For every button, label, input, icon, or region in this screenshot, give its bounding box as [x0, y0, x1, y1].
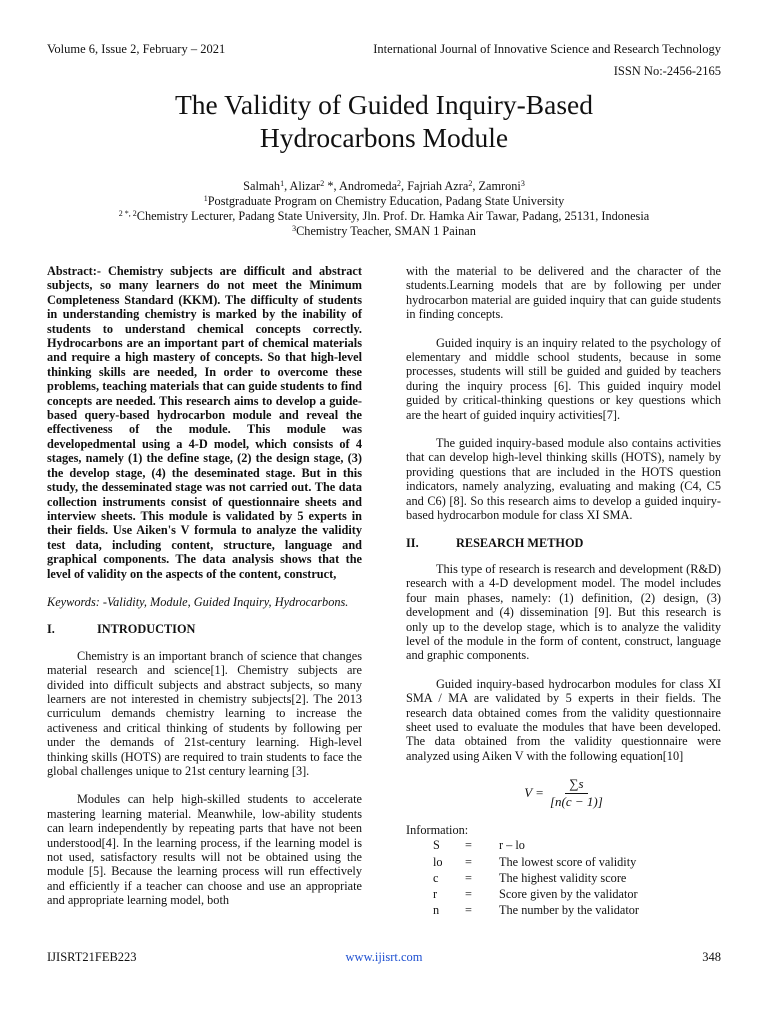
section-number: II. — [406, 535, 419, 550]
paper-title: The Validity of Guided Inquiry-Based Hydrocarbons Module — [174, 89, 594, 153]
info-description: r – lo — [499, 838, 525, 853]
info-row — [406, 886, 639, 902]
section-heading-introduction — [47, 622, 362, 636]
left-column — [47, 264, 362, 908]
author-sep: , — [284, 179, 290, 193]
paragraph: Chemistry is an important branch of science that changes material research and science[1]. Chemistry subjects are divided into difficult subjects and abstract subjects, so many learners are not interested in chemistry subjects[2]. The 2013 curriculum demands chemistry learning to increase the activeness and critical thinking of students by following per under the demands of 21st-century learning. High-level thinking skills (HOTS) are required to train students to face the global challenges unique to 21st century learning [3]. — [47, 648, 362, 778]
info-symbol: n — [433, 903, 440, 918]
info-description: The highest validity score — [499, 870, 627, 885]
equation-lhs: V = — [524, 784, 544, 800]
author-name: Andromeda — [338, 179, 398, 193]
info-description: The lowest score of validity — [499, 854, 637, 869]
footer-website-link[interactable]: www.ijisrt.com — [345, 950, 423, 964]
issn: ISSN No:-2456-2165 — [613, 64, 721, 78]
footer-paper-code: IJISRT21FEB223 — [47, 950, 137, 964]
info-description: The number by the validator — [499, 903, 640, 918]
keywords — [47, 595, 362, 609]
information-title: Information: — [406, 823, 469, 837]
section-heading-research-method — [406, 536, 721, 550]
affiliation — [40, 194, 728, 209]
info-equals: = — [465, 903, 472, 918]
equation-denominator: [n(c − 1)] — [549, 793, 603, 809]
paragraph: Modules can help high-skilled students to accelerate mastering learning material. Meanwhile, low-ability students can learn independently by repeating parts that have not been understood[4]. In the learning process, if the learning model is not used, satisfactory results will not be obtained using the module [5]. Because the learning process will run effectively and efficiently if a teacher can choose and use an appropriate and appropriate learning model, both — [47, 792, 362, 908]
info-description: Score given by the validator — [499, 887, 638, 902]
volume-info: Volume 6, Issue 2, February – 2021 — [47, 42, 226, 56]
information-table — [406, 837, 639, 918]
author-name: Salmah — [243, 179, 281, 193]
equation-numerator: ∑s — [565, 777, 587, 793]
author-sup: 1 — [280, 179, 285, 188]
info-row — [406, 837, 639, 853]
author-block — [40, 179, 728, 239]
paragraph: with the material to be delivered and the character of the students.Learning models that are by following per under hydrocarbon material are guided inquiry that can guide students in finding concepts. — [406, 264, 721, 322]
section-title: RESEARCH METHOD — [456, 535, 584, 550]
aiken-v-equation — [406, 777, 721, 809]
info-row — [406, 870, 639, 886]
paragraph: The guided inquiry-based module also contains activities that can develop high-level thinking skills (HOTS), namely by providing questions that are included in the HOTS question indicators, namely analyzing, evaluating and making (C4, C5 and C6) [8]. So this research aims to develop a guided inquiry-based hydrocarbon module for class XI SMA. — [406, 436, 721, 523]
author-sup: 2 — [320, 179, 325, 188]
section-number: I. — [47, 622, 55, 637]
info-row — [406, 902, 639, 918]
affiliation-text: Chemistry Lecturer, Padang State University, Jln. Prof. Dr. Hamka Air Tawar, Padang, 25131, Indonesia — [136, 209, 650, 223]
equation-fraction — [550, 777, 603, 809]
author-sup: 3 — [520, 179, 525, 188]
info-equals: = — [465, 854, 472, 869]
info-equals: = — [465, 887, 472, 902]
abstract: Abstract:- Chemistry subjects are difficult and abstract subjects, so many learners do not meet the Minimum Completeness Standard (KKM). The difficulty of students in understanding chemistry is marked by the inability of students to understand chemical concepts correctly. Hydrocarbons are an important part of chemical materials and require a high mastery of concepts. So that high-level thinking skills are needed, In order to overcome these problems, teaching materials that can guide students to find concepts are needed. This research aims to develop a guide-based query-based hydrocarbon module and reveal the effectiveness of the module. This module was developedmental using a 4-D model, which consists of 4 stages, namely (1) the define stage, (2) the design stage, (3) the develop stage, (4) the deseminated stage. But in this study, the desseminated stage was not carried out. The data collection instruments consist of questionnaire sheets and interview sheets. This module is validated by 5 experts in their fields. Use Aiken's V formula to analyze the validity test data, including content, structure, language and graphical components. The data analysis shows that the level of validity on the aspects of the content, construct, — [47, 264, 362, 581]
author-sep: , — [472, 179, 479, 193]
info-equals: = — [465, 838, 472, 853]
journal-name: International Journal of Innovative Science and Research Technology — [373, 42, 721, 56]
author-name: Alizar — [289, 179, 321, 193]
info-symbol: c — [433, 870, 439, 885]
keywords-label: Keywords: — [47, 594, 100, 609]
info-symbol: lo — [433, 854, 443, 869]
author-name: Fajriah Azra — [407, 179, 469, 193]
affiliation — [40, 209, 728, 224]
info-symbol: r — [433, 887, 438, 902]
footer-page-number: 348 — [702, 950, 721, 964]
author-names — [40, 179, 728, 194]
right-column — [406, 264, 721, 918]
affiliation-text: Chemistry Teacher, SMAN 1 Painan — [296, 224, 476, 238]
paragraph: Guided inquiry is an inquiry related to the psychology of elementary and middle school students, because in some processes, students will still be guided and guided by teachers during the inquiry process [6]. This guided inquiry model guided by critical-thinking questions or key questions which are the heart of guided inquiry activities[7]. — [406, 335, 721, 422]
affiliation-sup: 2 *, 2 — [118, 209, 137, 218]
affiliation — [40, 224, 728, 239]
section-title: INTRODUCTION — [97, 622, 196, 637]
author-sup: 2 — [397, 179, 402, 188]
info-equals: = — [465, 870, 472, 885]
paragraph: Guided inquiry-based hydrocarbon modules for class XI SMA / MA are validated by 5 experts in their fields. The research data obtained comes from the validity questionnaire sheet used to evaluate the modules that have been developed. The data obtained from the validity questionnaire were analyzed using Aiken V with the following equation[10] — [406, 676, 721, 763]
author-sep: *, — [324, 179, 339, 193]
info-symbol: S — [433, 838, 440, 853]
affiliation-sup: 1 — [203, 194, 208, 203]
author-sup: 2 — [468, 179, 473, 188]
author-name: Zamroni — [478, 179, 521, 193]
author-sep: , — [401, 179, 408, 193]
affiliation-text: Postgraduate Program on Chemistry Education, Padang State University — [207, 194, 565, 208]
paragraph: This type of research is research and development (R&D) research with a 4-D development model. The model includes four main phases, namely: (1) definition, (2) design, (3) development and (4) dissemination [9]. But this research is only up to the develop stage, which is to analyze the validity level of the module in the form of content, construct, language and graphic components. — [406, 561, 721, 663]
keywords-text: -Validity, Module, Guided Inquiry, Hydrocarbons. — [102, 594, 349, 609]
affiliation-sup: 3 — [292, 224, 297, 233]
info-row — [406, 854, 639, 870]
